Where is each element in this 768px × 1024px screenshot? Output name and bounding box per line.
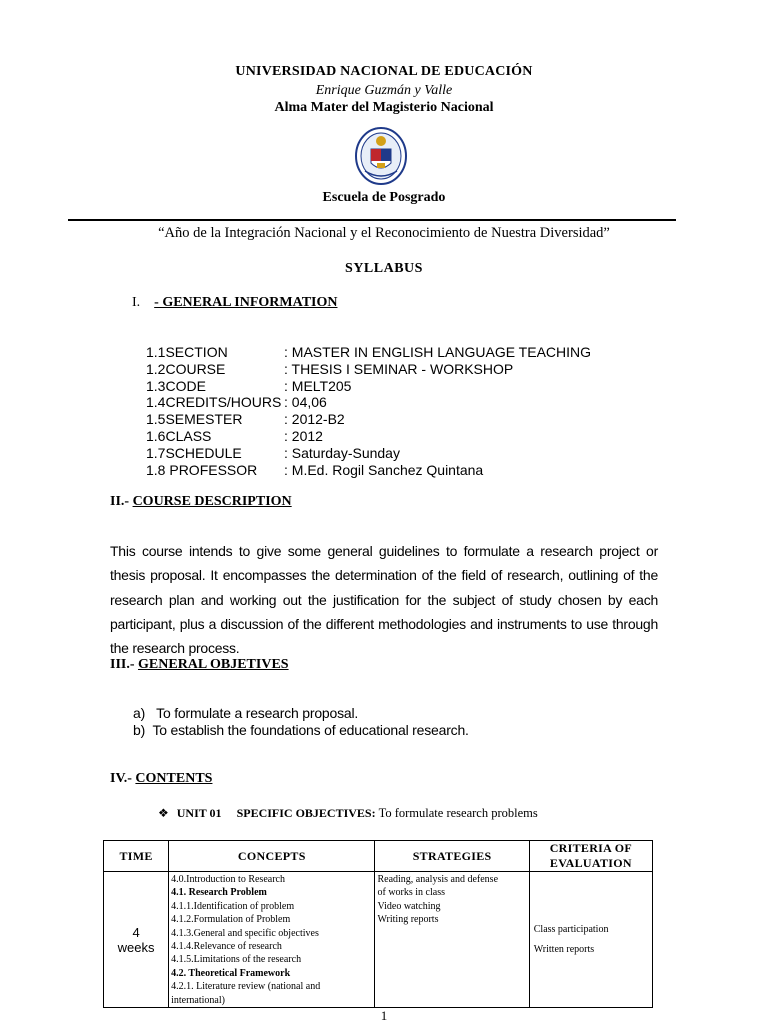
strategy-line: Writing reports [377, 914, 439, 926]
concept-line: 4.2.1. Literature review (national and [171, 981, 321, 993]
section-title: CONTENTS [135, 771, 213, 786]
section-prefix: II.- [110, 494, 130, 509]
time-cell [104, 872, 169, 1008]
info-label: 1.5SEMESTER [146, 411, 243, 428]
section-prefix: IV.- [110, 771, 132, 786]
objective-item [133, 722, 469, 738]
info-label: 1.1SECTION [146, 344, 228, 360]
objective-text: To formulate a research proposal. [156, 705, 359, 721]
time-number: 4 [132, 924, 140, 940]
section-prefix: III.- [110, 657, 135, 672]
document-title: SYLLABUS [345, 261, 423, 276]
year-motto: “Año de la Integración Nacional y el Reconocimiento de Nuestra Diversidad” [158, 225, 610, 241]
section-number: I. [132, 295, 141, 310]
strategy-line: of works in class [377, 887, 445, 899]
concept-line: 4.1.5.Limitations of the research [171, 954, 302, 966]
unit-objectives-label: SPECIFIC OBJECTIVES: [236, 806, 376, 820]
header-concepts: CONCEPTS [169, 841, 375, 872]
info-label: 1.2COURSE [146, 360, 226, 377]
objective-marker: b) [133, 722, 146, 738]
objective-marker: a) [133, 705, 146, 721]
strategy-line: Video watching [377, 900, 441, 912]
concept-line: 4.1. Research Problem [171, 887, 267, 899]
criteria-line: Class participation [533, 923, 609, 935]
section-general-information-heading [132, 295, 337, 311]
concept-line: international) [171, 994, 225, 1006]
unit-name: UNIT 01 [176, 806, 222, 820]
header-divider [68, 219, 676, 221]
concept-line: 4.1.2.Formulation of Problem [171, 914, 291, 926]
info-value: : 04,06 [284, 394, 327, 411]
unit-heading [158, 806, 538, 821]
university-seal-icon [355, 127, 407, 185]
header-time: TIME [104, 841, 169, 872]
concepts-cell [169, 872, 375, 1008]
section-title: - GENERAL INFORMATION [154, 295, 338, 310]
info-value: : 2012 [284, 428, 323, 444]
info-value: : MASTER IN ENGLISH LANGUAGE TEACHING [284, 344, 592, 360]
info-label: 1.6CLASS [146, 428, 212, 444]
header-strategies: STRATEGIES [375, 841, 529, 872]
page-number: 1 [380, 1008, 388, 1023]
strategies-cell [375, 872, 529, 1008]
header-criteria: CRITERIA OF EVALUATION [529, 841, 652, 872]
criteria-cell [529, 872, 652, 1008]
concept-line: 4.1.3.General and specific objectives [171, 927, 319, 939]
section-title: COURSE DESCRIPTION [132, 494, 292, 509]
strategy-line: Reading, analysis and defense [377, 874, 499, 885]
table-row [104, 872, 653, 1008]
diamond-bullet-icon: ❖ [158, 806, 169, 820]
info-label: 1.7SCHEDULE [146, 444, 242, 461]
concept-line: 4.2. Theoretical Framework [171, 967, 291, 979]
info-label: 1.8 PROFESSOR [146, 461, 258, 478]
course-description-text: This course intends to give some general guidelines to formulate a research project or thesis proposal. It encompasses the determination of the field of research, outlining of the research plan and working out the justification for the subject of study chosen by each participant, plus a discussion of the different methodologies and instruments to use through the research process. [110, 543, 658, 657]
university-name: UNIVERSIDAD NACIONAL DE EDUCACIÓN [235, 64, 533, 79]
info-label: 1.4CREDITS/HOURS [146, 394, 282, 411]
school-name: Escuela de Posgrado [322, 190, 446, 205]
section-contents-heading [110, 771, 212, 787]
section-general-objectives-heading [110, 657, 289, 673]
info-value: : Saturday-Sunday [284, 444, 400, 461]
section-title: GENERAL OBJETIVES [138, 657, 289, 672]
info-value: : M.Ed. Rogil Sanchez Quintana [284, 461, 484, 478]
info-value: : MELT205 [284, 377, 352, 394]
contents-table [103, 840, 653, 1008]
unit-objectives-text: To formulate research problems [378, 806, 538, 820]
university-subtitle: Enrique Guzmán y Valle [315, 83, 453, 98]
alma-mater-line: Alma Mater del Magisterio Nacional [274, 100, 494, 115]
info-value: : THESIS I SEMINAR - WORKSHOP [284, 360, 514, 377]
info-value: : 2012-B2 [284, 411, 345, 428]
criteria-line: Written reports [533, 943, 595, 955]
objective-item [133, 705, 358, 721]
section-course-description-heading [110, 494, 292, 510]
time-unit: weeks [117, 939, 155, 955]
objective-text: To establish the foundations of educational research. [152, 722, 469, 738]
concept-line: 4.1.4.Relevance of research [171, 941, 282, 953]
info-label: 1.3CODE [146, 377, 206, 394]
concept-line: 4.1.1.Identification of problem [171, 900, 295, 912]
table-header-row [104, 841, 653, 872]
concept-line: 4.0.Introduction to Research [171, 874, 285, 885]
